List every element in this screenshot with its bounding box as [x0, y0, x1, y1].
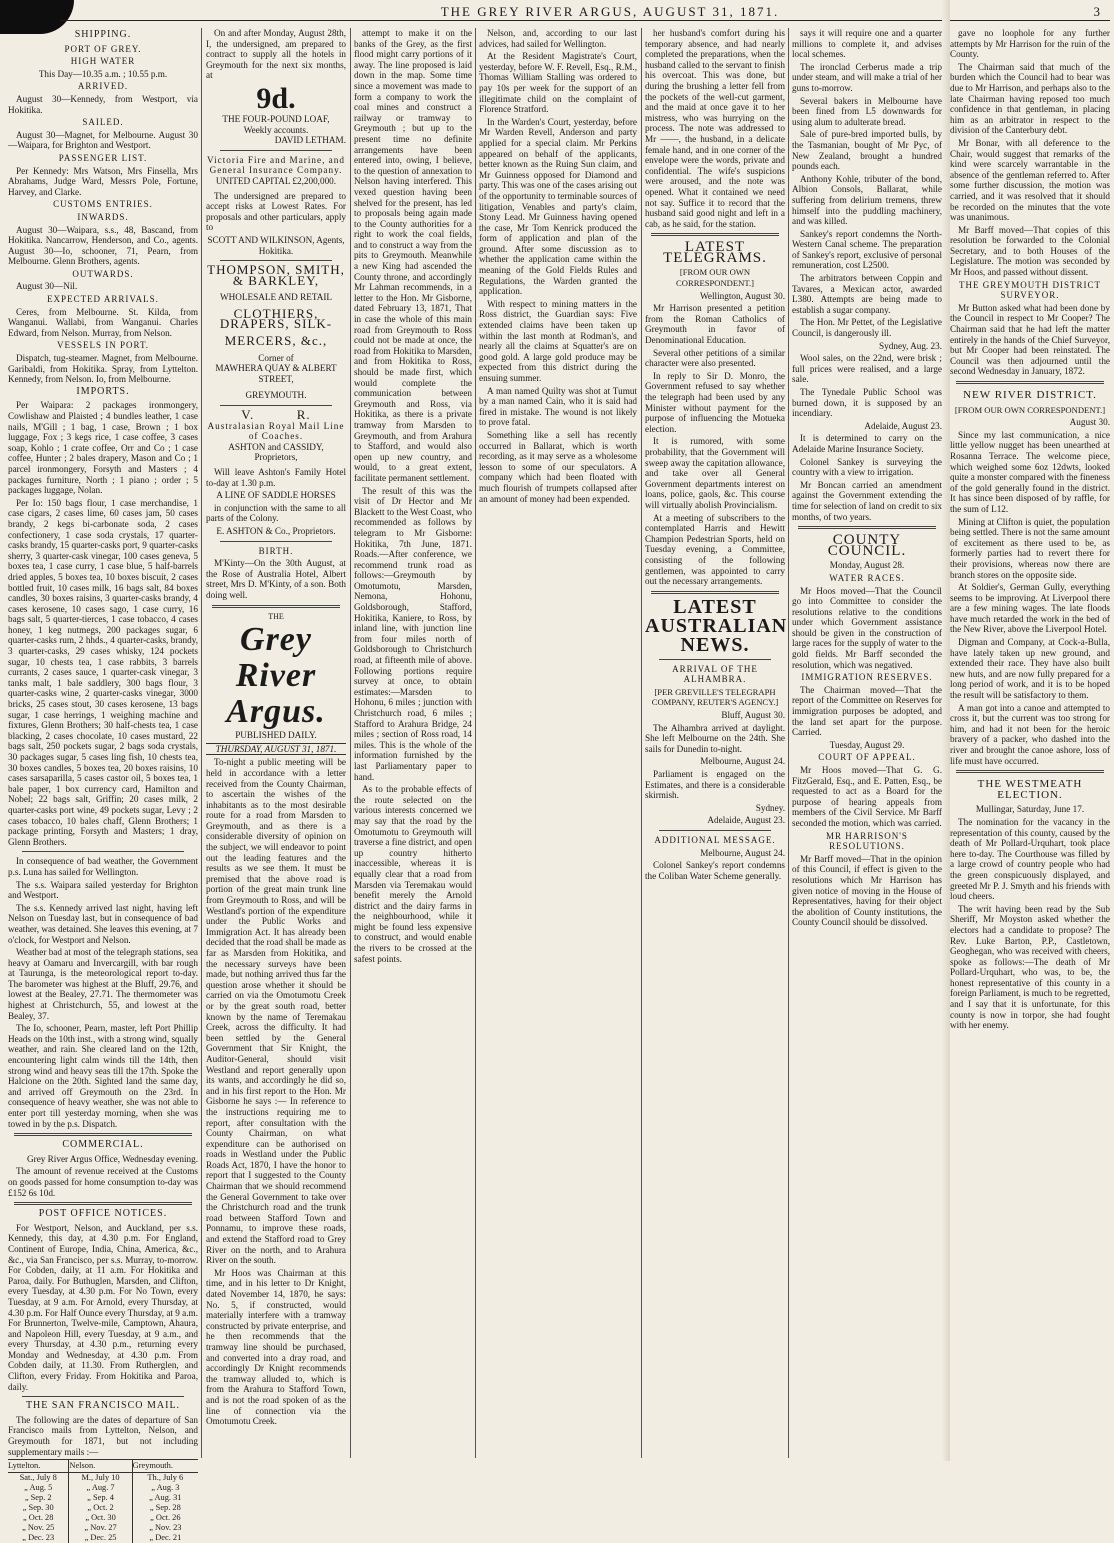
dateline-mullingar: Mullingar, Saturday, June 17. — [975, 804, 1085, 815]
article-text: Sale of pure-bred imported bulls, by the Tasmanian, bought of Mr Pyc, of New Zealand, brought a hundred pounds each. — [792, 129, 942, 172]
table-cell: Th., July 6 — [132, 1473, 198, 1484]
table-cell: „ Aug. 31 — [132, 1493, 198, 1503]
article-text: The Chairman said that much of the burden which the Council had to bear was due to Mr Harrison, and perhaps also to the late Chairman having reposed too much confidence in that gentleman, in placing him as an arbitrator in respect to the division of the Canterbury debt. — [950, 61, 1110, 136]
firm-name: THOMPSON, SMITH, & BARKLEY, — [207, 262, 345, 288]
bread-price: 9d. — [256, 81, 296, 115]
divider — [956, 381, 1104, 384]
shop-town: GREYMOUTH. — [245, 390, 307, 401]
table-cell: „ Oct. 30 — [69, 1513, 132, 1523]
table-cell: „ Oct. 26 — [132, 1513, 198, 1523]
post-text: For Westport, Nelson, and Auckland, per s.s. Kennedy, this day, at 4.30 p.m. For England, Continent of Europe, India, China, America, &c., &c., via San Francisco, per s.s. Murray, to-morrow. For Cobden, daily, at 11 a.m. For Hokitika and Paroa, daily. For Buthuglen, Marsden, and Clifton, every Tuesday, at 4.30 p.m. For No Town, every Tuesday, at 9 a.m. For Arnold, every Thursday, at 4.30 p.m. For Half Ounce every Thursday, at 9 a.m. For Brunnerton, Twelve-mile, Camptown, Ahaura, and Napoleon Hill, every Tuesday, at 9 a.m., and every Thursday, at 4.30 p.m., returning every Monday and Wednesday, at 4.30 p.m. From Cobden daily, at 11.30. From Rutherglen, and Clifton, every Friday. From Hokitika and Paroa, daily. — [8, 1222, 198, 1392]
sf-mail-heading: THE SAN FRANCISCO MAIL. — [25, 1400, 181, 1412]
column-rule — [641, 28, 642, 1458]
article-text: In the Warden's Court, yesterday, before Mr Warden Revell, Anderson and party applied for a special claim. Mr Perkins appeared on behalf of the applicants, better known as the Ruing Sun claim, and Mr Guinness opposed for Diamond and party. This was one of the cases arising out of the opportunity to terminable sources of litigation, Venables and party's claim, Stony Lead. Mr Guinness having opened the case, Mr Tom Kenrick produced the form of application and plan of the ground. After some discussion as to whether the application came within the meaning of the Gold Fields Rules and Regulations, the Warden granted the application. — [479, 116, 637, 297]
trade-line: MERCERS, &c., — [224, 333, 328, 349]
water-races-heading: WATER RACES. — [829, 572, 905, 583]
table-row — [8, 1473, 198, 1484]
article-text: In reply to Sir D. Monro, the Government refused to say whether the telegraph had been used by any Minister without payment for the purpose of influencing the Motueka election. — [645, 370, 785, 434]
dateline-sydney: Sydney. — [755, 802, 785, 813]
table-cell: „ Sep. 30 — [22, 1503, 54, 1513]
article-text: Wool sales, on the 22nd, were brisk ; full prices were realised, and a large sale. — [792, 353, 942, 385]
immigration-heading: IMMIGRATION RESERVES. — [801, 672, 933, 683]
table-cell: „ Sep. 2 — [24, 1493, 52, 1503]
divider — [956, 770, 1104, 773]
table-cell: M., July 10 — [69, 1473, 132, 1484]
passenger-heading: PASSENGER LIST. — [58, 152, 148, 163]
divider — [659, 830, 771, 831]
table-cell: Sat., July 8 — [19, 1473, 57, 1483]
table-cell: „ Dec. 25 — [69, 1533, 132, 1543]
clothiers-ad — [206, 262, 346, 401]
dateline-wellington: Wellington, August 30. — [699, 290, 785, 301]
vr-mark: V. R. — [241, 407, 311, 423]
column-news — [479, 28, 637, 1458]
coach-owners: ASHTON and CASSIDY, Proprietors, — [228, 441, 324, 463]
birth-heading: BIRTH. — [258, 545, 294, 556]
article-text: Digman and Company, at Cock-a-Bulla, have lately taken up new ground, and extended their race. They have also built new huts, and are now fully prepared for a long period of work, and it is to be hoped the result will be satisfactory to them. — [950, 637, 1110, 701]
article-text: Nelson, and, according to our last advices, had sailed for Wellington. — [479, 28, 637, 49]
court-appeal-heading: COURT OF APPEAL. — [818, 752, 916, 763]
table-row — [8, 1533, 198, 1543]
dateline-sydney: Sydney, Aug. 23. — [879, 340, 942, 351]
arrived-heading: ARRIVED. — [77, 81, 129, 92]
baker-name: DAVID LETHAM. — [274, 135, 346, 146]
coach-title: Australasian Royal Mail Line of Coaches. — [207, 420, 345, 442]
article-text: As to the probable effects of the route selected on the various interests concerned we may say that the road by the Omotumotu to Greymouth will traverse a fine district, and open up country hitherto inaccessible, whereas it is equally clear that a road from Marsden via Teremakau would benefit merely the Arnold district and the dairy farms in the neighbourhood, while it might be found less expensive to construct, and would enable the rivers to be crossed at the safest points. — [354, 784, 472, 964]
latest-australian-news-heading: LATEST AUSTRALIAN NEWS. — [645, 595, 788, 656]
table-cell: „ Aug. 7 — [69, 1483, 132, 1493]
imports-text-2: Per Io: 150 bags flour, 1 case merchandise, 1 case cigars, 2 cases lime, 60 cases jam, 50 cases brandy, 2 kegs bi-carbonate soda, 2 cases confectionery, 1 case soda crystals, 17 quarter-casks brandy, 15 quarter-casks port, 9 quarter-casks sherry, 3 quarter-cask vinegar, 100 cases geneva, 5 boxes tea, 1 case curry, 1 case blue, 5 half-barrels dried apples, 5 boxes tea, 10 boxes biscuit, 2 cases bottled fruit, 10 cases milk, 16 bags salt, 84 boxes candles, 30 boxes raisins, 3 quarter-casks brandy, 4 cases kerosene, 10 cases sago, 1 case curry, 16 bags salt, 5 quarter-tierces, 1 case tobacco, 4 cases honey, 1 keg nutmegs, 200 packages sugar, 6 quarter-casks rum, 2 hhds., 4 quarter-casks, brandy, 3 quarter-casks, 29 cases whisky, 124 pockets sugar, 10 chests tea, 1 case rabbits, 3 barrels currants, 2 cases sauce, 1 quarter-cask vinegar, 3 tanks malt, 1 bale saddlery, 300 bags flour, 3 quarter-casks wine, 2 quarter-casks vinegar, 3000 bricks, 25 cases stout, 30 cases kerosene, 13 bags sugar, 1 case herrings, 1 weighing machine and fixtures, Glenn Brothers; 30 half-chests tea, 1 case blacking, 2 cases chocolate, 10 cases mustard, 22 bags salt, 250 pockets sugar, 2 bags soda crystals, 30 packages sugar, 5 cases ling fish, 10 chests tea, 30 boxes candles, 5 boxes tea, 20 boxes raisins, 10 cases sarsaparilla, 5 cases castor oil, 5 boxes tea, 1 bale paper, 1 box currency card, Hamilton and Nobel; 22 bags salt, Griffin; 20 cases milk, 2 quarter-casks port wine, 49 pockets sugar, Levy ; 2 cases tobacco, 10 bales chaff, Glenn Brothers; 1 package printing, Forsyth and Masters; 1 dray, Glenn Brothers. — [8, 497, 198, 847]
masthead-the: THE — [268, 611, 284, 621]
column-rule — [788, 28, 789, 1458]
divider — [220, 541, 332, 542]
inwards-text: August 30—Waipara, s.s., 48, Bascand, from Hokitika. Nancarrow, Henderson, and Co., agents. August 30—Io, schooner, 71, Pearn, from Melbourne. Glenn Brothers, agents. — [8, 224, 198, 267]
alhambra-heading: ARRIVAL OF THE ALHAMBRA. — [672, 663, 758, 685]
article-text: The nomination for the vacancy in the representation of this county, caused by the death of Mr Pollard-Urquhart, took place here to-day. The Courthouse was filled by a large crowd of country people who had the green conspicuously displayed, and greeted Mr P. J. Smyth and his friends with loud cheers. — [950, 816, 1110, 902]
page-number: 3 — [1093, 4, 1100, 19]
table-header: Nelson. — [69, 1460, 132, 1473]
sf-mail-table — [8, 1459, 198, 1543]
article-text: Since my last communication, a nice little yellow nugget has been unearthed at Rosanna Terrace. The welcome piece, which weighed some 6oz 12dwts, looked quite a monster compared with the fineness of the gold generally found in the district. It has since been disposed of by raffle, for the sum of L12. — [950, 429, 1110, 514]
leader-p2: Mr Hoos was Chairman at this time, and in his letter to Dr Knight, dated November 14, 1870, he says: No. 5, if constructed, would materially interfere with a tramway constructed by private enterprise, and he then recommends that the tramway line should be purchased, and converted into a dray road, and accordingly Dr Knight recommends the tramway alluded to, which is from the Arahura to Stafford Town, and is not the road spoken of as the line of connection via the Omotumotu Creek. — [206, 1267, 346, 1427]
weather-p4: Weather bad at most of the telegraph stations, sea heavy at Oamaru and Invercargill, with bar rough at Taurunga, is the meteorological report to-day. The barometer was highest at the Bluff, 29.76, and lowest at the Bealey, 27.71. The thermometer was highest at Christchurch, 55, and lowest at the Bealey, 37. — [8, 947, 198, 1021]
table-header: Lyttelton. — [8, 1460, 69, 1473]
article-text: The result of this was the visit of Dr Hector and Mr Blackett to the West Coast, who recommended as follows by telegram to Mr Gisborne: Hokitika, 7th June, 1871. Roads.—After conference, we recommend trunk road as follows:—Greymouth by Omotumotu, Marsden, Nemona, Hohonu, Goldsborough, Stafford, Hokitika, Kaniere, to Ross, by inland line, with junction line from four miles north of Goldsborough to Christchurch road, at fifteenth mile of above. Following portions require survey at once, to obtain estimates:—Marsden to Hohonu, 6 miles ; junction with Christchurch road, 6 miles ; Stafford to Arahura Bridge, 24 miles ; section of Ross road, 14 miles. This is the whole of the information furnished by the last Parliamentary paper to hand. — [354, 485, 472, 782]
table-row — [8, 1523, 198, 1533]
own-correspondent: [FROM OUR OWN CORRESPONDENT.] — [676, 267, 754, 289]
coach-ad — [206, 407, 346, 463]
bakery-ad-text: On and after Monday, August 28th, I, the undersigned, am prepared to contract to supply all the hotels in Greymouth for the next six months, at — [206, 28, 346, 81]
article-text: Mr Boncan carried an amendment against the Government extending the time for selection of land on credit to six months, of two years. — [792, 479, 942, 522]
divider — [212, 605, 340, 608]
birth-text: M'Kinty—On the 30th August, at the Rose of Australia Hotel, Albert street, Mrs D. M'Kinty, of a son. Both doing well. — [206, 558, 346, 600]
harrison-heading: MR HARRISON'S RESOLUTIONS. — [826, 830, 908, 852]
dateline-bluff: Bluff, August 30. — [721, 710, 785, 721]
article-text: With respect to mining matters in the Ross district, the Guardian says: Five extended claims have been taken up within the last month at Rodman's, and nearly all the claims at Squatter's are on good gold. A large gold produce may be expected from this district during the ensuing summer. — [479, 298, 637, 383]
article-text: The Alhambra arrived at daylight. She left Melbourne on the 24th. She sails for Dunedin to-night. — [645, 722, 785, 754]
dateline-august-30: August 30. — [1069, 417, 1110, 428]
dateline-melbourne-2: Melbourne, August 24. — [700, 847, 785, 858]
header-rule — [60, 20, 1110, 21]
saddle-text: in conjunction with the same to all parts of the Colony. — [206, 502, 346, 524]
arrived-text: August 30—Kennedy, from Westport, via Hokitika. — [8, 93, 198, 115]
divider — [651, 591, 779, 594]
leader-p1: To-night a public meeting will be held in accordance with a letter received from the County Chairman, to ascertain the wishes of the inhabitants as to the most desirable route for a road from Marsden to Greymouth, and as there is a considerable diversity of opinion on the subject, we will endeavor to point out the leading features and the results as we see them. It must be premised that the above road is portion of the great main trunk line from Greymouth to Ross, and will be Westland's portion of the expenditure under the Public Works and Immigration Act. It has already been decided that the road shall be made as far as Marsden from Hokitika, and the necessary surveys have been made, but nothing arrived thus far the question arose whether it should be carried on via the Omotumotu Creek or by the great south road, better known by the name of Teremakau Creek, across the difficulty. It had been settled by the General Government that Sir Knight, the Auditor-General, should visit Westland and report generally upon its wants, and accordingly he did so, and in his first report to the Hon. Mr Gisborne he says :— In reference to the instructions requiring me to report, after consultation with the County Chairman, on what expenditure can be authorised on roads in Westland under the Public Roads Act, 1870, I have the honor to report that I suggested to the County Chairman that we should recommend the General Government to take over the Christchurch road and the trunk road between Stafford Town and Ponnamu, to improve these roads, and extend the Stafford road to Grey River on the north, and to Arahura River on the south. — [206, 757, 346, 1266]
article-text: Parliament is engaged on the Estimates, and there is a considerable skirmish. — [645, 769, 785, 801]
column-rule — [475, 28, 476, 1458]
divider — [220, 260, 332, 261]
table-cell: „ Aug. 5 — [24, 1483, 53, 1493]
article-text: Colonel Sankey is surveying the country with a view to irrigation. — [792, 456, 942, 478]
commercial-text: The amount of revenue received at the Customs on goods passed for home consumption to-day was £152 6s 10d. — [8, 1166, 198, 1198]
article-text: The writ having been read by the Sub Sheriff, Mr Moyston asked whether the electors had a candidate to propose? The Rev. Luke Barton, P.P., Castletown, Geoghegan, who was received with cheers, spoke as follows:—The death of Mr Pollard-Urquhart, who was, to be, the honest representative of this county in a foreign Parliament, is much to be regretted, and I say that it is unfortunate, for this county is now in torpor, she had fought with her enemy. — [950, 903, 1110, 1031]
trade-line: WHOLESALE AND RETAIL — [219, 292, 333, 303]
outwards-heading: OUTWARDS. — [72, 268, 134, 279]
table-row — [8, 1493, 198, 1503]
table-row — [8, 1513, 198, 1523]
article-text: Mr Barff moved—That copies of this resolution be forwarded to the Colonial Secretary, and to both Houses of the Legislature. The motion was seconded by Mr Hoos, and passed without dissent. — [950, 224, 1110, 278]
table-header: Greymouth. — [132, 1460, 198, 1473]
divider — [651, 233, 779, 236]
page-fold — [942, 0, 950, 1461]
article-text: says it will require one and a quarter millions to complete it, and advises local schemes. — [792, 28, 942, 60]
article-text: Mr Hoos moved—That G. G. FitzGerald, Esq., and E. Patten, Esq., be requested to act as a Board for the purpose of hearing appeals from members of the Civil Service. Mr Barff seconded the motion, which was carried. — [792, 765, 942, 828]
table-cell: „ Dec. 23 — [22, 1533, 55, 1543]
divider — [220, 405, 332, 406]
running-title: THE GREY RIVER ARGUS, AUGUST 31, 1871. — [440, 4, 780, 19]
table-row — [8, 1503, 198, 1513]
weather-p5: The Io, schooner, Pearn, master, left Port Phillip Heads on the 10th inst., with a strong wind, squally weather, and rain. She cleared land on the 12th, encountering light calm winds till the 14th, then strong wind and heavy seas till the 17th. Spoke the Halcione on the 20th. Sighted land the same day, and arrived off Greymouth on the 23rd. In consequence of heavy weather, she was not able to enter port till yesterday morning, when she was towed in by the p.s. Dispatch. — [8, 1023, 198, 1129]
divider — [14, 1202, 192, 1205]
district-surveyor-heading: THE GREYMOUTH DISTRICT SURVEYOR. — [959, 279, 1101, 301]
weather-p3: The s.s. Kennedy arrived last night, having left Nelson on Tuesday last, but in consequence of bad weather, was detained. She leaves this evening, at 7 o'clock, for Westport and Nelson. — [8, 902, 198, 945]
divider — [22, 1396, 184, 1397]
telegraph-credit: [PER GREVILLE'S TELEGRAPH COMPANY, REUTER'S AGENCY.] — [651, 686, 779, 708]
table-row — [8, 1483, 198, 1493]
article-text: Mr Bonar, with all deference to the Chair, would suggest that remarks of the kind were scarcely warrantable in the absence of the gentleman referred to. After some further discussion, the motion was carried, and it was resolved that it should be recorded on the minutes that the vote was unanimous. — [950, 137, 1110, 223]
own-correspondent: [FROM OUR OWN CORRESPONDENT.] — [954, 404, 1106, 415]
dateline: THURSDAY, AUGUST 31, 1871. — [206, 743, 346, 756]
article-text: Mr Button asked what had been done by the Council in respect to Mr Cooper? The Chairman said that he had left the matter entirely in the hands of the Chief Surveyor, but Mr Cooper had been reinstated. The Council was then adjourned until the second Wednesday in January, 1872. — [950, 302, 1110, 377]
published-daily: PUBLISHED DAILY. — [235, 730, 317, 741]
article-text: Sankey's report condemns the North-Western Canal scheme. The preparation of Sankey's report, exclusive of personal remuneration, cost L2500. — [792, 228, 942, 271]
inwards-heading: INWARDS. — [77, 211, 129, 222]
dateline-monday: Monday, August 28. — [829, 560, 905, 571]
shipping-heading: SHIPPING. — [74, 29, 132, 40]
table-cell: „ Aug. 3 — [132, 1483, 198, 1493]
passenger-text: Per Kennedy: Mrs Watson, Mrs Finsella, Mrs Abrahams, Judge Ward, Messrs Pole, Fortune, Harvey, and Clarke. — [8, 165, 198, 197]
table-cell: „ Nov. 27 — [69, 1523, 132, 1533]
bakery-ad — [206, 81, 346, 146]
divider — [22, 851, 184, 852]
column-rule — [201, 28, 202, 1458]
article-text: At Soldier's, German Gully, everything seems to be improving. At Liverpool there are a few mining wages. The late floods have much retarded the work in the bed of the New River, above the Liverpool Hotel. — [950, 582, 1110, 635]
insurance-agents: SCOTT AND WILKINSON, Agents, Hokitika. — [207, 234, 345, 256]
column-telegrams — [645, 28, 788, 1458]
divider — [220, 150, 332, 151]
table-cell: „ Sep. 28 — [132, 1503, 198, 1513]
trade-line: CLOTHIERS, DRAPERS, SILK- — [219, 305, 333, 332]
weather-p1: In consequence of bad weather, the Government p.s. Luna has sailed for Wellington. — [8, 856, 198, 877]
article-text: Colonel Sankey's report condemns the Coliban Water Scheme generally. — [645, 860, 785, 881]
dateline-adelaide: Adelaide, August 23. — [864, 420, 942, 431]
article-text: gave no loophole for any further attempts by Mr Harrison for the ruin of the County. — [950, 28, 1110, 60]
article-text: her husband's comfort during his temporary absence, and had nearly completed the preparations, when the husband called to the servant to finish his overcoat. This was done, but during the brushing a letter fell from the pockets of the well-cut garment, and the maid at once gave it to her mistress, who was hurrying on the process. The note was addressed to Mr ——, the husband, in a delicate female hand, and in one corner of the envelope were the words, private and confidential. The wife's suspicions were aroused, and the note was opened. What it contained we need not say. Suffice it to record that the husband said good night and left in a cab, as he said, for the station. — [645, 28, 785, 229]
latest-telegrams-heading: LATEST TELEGRAMS. — [663, 239, 767, 266]
sailed-text: August 30—Magnet, for Melbourne. August 30—Waipara, for Brighton and Westport. — [8, 129, 198, 151]
page-header — [120, 4, 1100, 20]
imports-heading: IMPORTS. — [76, 385, 130, 397]
article-text: The arbitrators between Coppin and Tavares, a Mexican actor, awarded L380. Attempts are being made to establish a sugar company. — [792, 273, 942, 315]
high-water-heading: HIGH WATER — [70, 56, 136, 67]
loaf-label: THE FOUR-POUND LOAF, — [222, 113, 330, 124]
article-text: It is determined to carry on the Adelaide Marine Insurance Society. — [792, 433, 942, 454]
additional-message-heading: ADDITIONAL MESSAGE. — [654, 835, 776, 845]
article-text: Mr Barff moved—That in the opinion of this Council, if effect is given to the resolutions which Mr Harrison has given notice of moving in the House of Representatives, having for their object the abolition of County institutions, the County Council should be dissolved. — [792, 853, 942, 928]
port-heading: PORT OF GREY. — [64, 43, 142, 54]
table-cell: „ Nov. 25 — [22, 1523, 55, 1533]
saddle-title: A LINE OF SADDLE HORSES — [216, 490, 336, 501]
tide-times: This Day—10.35 a.m. ; 10.55 p.m. — [38, 68, 168, 79]
weather-p2: The s.s. Waipara sailed yesterday for Brighton and Westport. — [8, 879, 198, 901]
article-text: A man named Quilty was shot at Tumut by a man named Cain, who it is said had fired in mistake. The wound is not likely to prove fatal. — [479, 385, 637, 428]
dateline-adelaide: Adelaide, August 23. — [707, 815, 785, 826]
expected-text: Ceres, from Melbourne. St. Kilda, from Wanganui. Wallabi, from Wanganui. Charles Edward, from Nelson. Murray, from Nelson. — [8, 306, 198, 338]
sailed-heading: SAILED. — [82, 117, 124, 128]
article-text: It is rumored, with some probability, that the Government will sweep away the capitation allowance, and take over all General Government departments interest on loans, police, gaols, &c. This course will virtually abolish Provincialism. — [645, 436, 785, 510]
article-text: Several other petitions of a similar character were also presented. — [645, 347, 785, 369]
article-text: The Tynedale Public School was burned down, it is supposed by an incendiary. — [792, 387, 942, 419]
column-advertisements — [206, 28, 346, 1458]
insurance-capital: UNITED CAPITAL £2,200,000. — [215, 175, 337, 186]
coach-text: Will leave Ashton's Family Hotel to-day at 1.30 p.m. — [206, 467, 346, 488]
outwards-text: August 30—Nil. — [16, 281, 78, 292]
column-leader-cont — [354, 28, 472, 1458]
article-text: The Chairman moved—That the report of the Committee on Reserves for immigration purposes be adopted, and the land set apart for the purpose. Carried. — [792, 684, 942, 738]
post-heading: POST OFFICE NOTICES. — [38, 1208, 168, 1220]
divider — [798, 526, 936, 529]
table-cell: „ Sep. 4 — [69, 1493, 132, 1503]
commercial-heading: COMMERCIAL. — [62, 1139, 144, 1151]
article-text: At a meeting of subscribers to the contemplated Harris and Hewitt Champion Pedestrian Sports, held on Tuesday evening, a Committee, consisting of the following gentlemen, was appointed to carry out the necessary arrangements. — [645, 512, 785, 587]
inport-text: Dispatch, tug-steamer. Magnet, from Melbourne. Garibaldi, from Hokitika. Spray, from Lyttelton. Kennedy, from Nelson. Io, from Melbourne. — [8, 353, 198, 385]
article-text: Mining at Clifton is quiet, the population being settled. There is not the same amount of excitement as there used to be, as formerly parties had to revert there for their provisions, whereas now there are branch stores on the opposite side. — [950, 516, 1110, 580]
inport-heading: VESSELS IN PORT. — [56, 340, 150, 351]
column-rule — [350, 28, 351, 1458]
article-text: A man got into a canoe and attempted to cross it, but the current was too strong for him, and had it not been for the heroic bravery of a packer, who dashed into the river and brought the canoe ashore, loss of life must have occurred. — [950, 702, 1110, 766]
table-cell: „ Oct. 28 — [22, 1513, 54, 1523]
shop-address: MAWHERA QUAY & ALBERT STREET, — [215, 363, 337, 384]
insurance-text: The undersigned are prepared to accept risks at Lowest Rates. For proposals and other particulars, apply to — [206, 190, 346, 233]
table-cell: „ Oct. 2 — [69, 1503, 132, 1513]
table-cell: „ Nov. 23 — [132, 1523, 198, 1533]
dateline-melbourne: Melbourne, August 24. — [700, 756, 785, 767]
dateline-tuesday: Tuesday, August 29. — [829, 739, 905, 750]
insurance-ad — [206, 155, 346, 187]
article-text: The Hon. Mr Pettet, of the Legislative Council, is dangerously ill. — [792, 317, 942, 339]
saddle-owner: E. ASHTON & Co., Proprietors. — [216, 525, 336, 536]
article-text: At the Resident Magistrate's Court, yesterday, before W. F. Revell, Esq., R.M., Thomas William Stalling was ordered to pay 10s per week for the support of an illegitimate child on the complaint of Florence Stratford. — [479, 51, 637, 115]
expected-heading: EXPECTED ARRIVALS. — [47, 294, 159, 305]
column-shipping — [8, 28, 198, 1543]
article-text: The ironclad Cerberus made a trip under steam, and will make a trial of her guns to-morrow. — [792, 61, 942, 93]
article-text: Mr Hoos moved—That the Council go into Committee to consider the resolutions relative to the conditions under which Government assistance should be given in the construction of large races for the supply of water to the gold fields. Mr Barff seconded the resolution, which was negatived. — [792, 585, 942, 670]
divider — [659, 659, 771, 660]
insurance-title: Victoria Fire and Marine, and General Insurance Company. — [207, 154, 345, 176]
article-text: Mr Harrison presented a petition from the Roman Catholics of Greymouth in favor of Denominational Education. — [645, 303, 785, 346]
commercial-office: Grey River Argus Office, Wednesday evening. — [27, 1153, 198, 1164]
table-cell: „ Dec. 21 — [132, 1533, 198, 1543]
customs-heading: CUSTOMS ENTRIES. — [53, 199, 153, 210]
divider — [14, 1133, 192, 1136]
imports-text: Per Waipara: 2 packages ironmongery, Cowlishaw and Plaisted ; 4 bundles leather, 1 case nails, M'Gill ; 1 bag, 1 case, Brown ; 1 box luggage, Fox ; 3 kegs rice, 1 case coffee, 3 cases soap, Kohlo ; 1 crate coffee, Orr and Co ; 1 case coffee, Hunter ; 2 bales drapery, Mason and Co ; 1 parcel ironmongery, Forsyth and Masters ; 4 packages furniture, North ; 1 piano ; order ; 5 packages luggage, Nolan. — [8, 400, 198, 496]
article-text: Something like a sell has recently occurred in Ballarat, which is worth recording, as it may serve as a wholesome lesson to some of our speculators. A company which had been floated with much flourish of trumpets collapsed after an amount of money had been expended. — [479, 429, 637, 504]
new-river-heading: NEW RIVER DISTRICT. — [963, 389, 1097, 401]
article-text: Anthony Kohle, tributer of the bond, Albion Consols, Ballarat, while suffering from delirium tremens, threw himself into the puddling machinery, and was killed. — [792, 173, 942, 227]
county-council-heading: COUNTY COUNCIL. — [827, 532, 907, 559]
sf-mail-intro: The following are the dates of departure of San Francisco mails from Lyttelton, Nelson, and Greymouth for 1871, but not including supplementary mails :— — [8, 1414, 198, 1457]
masthead: Grey River Argus. — [226, 621, 326, 731]
corner-label: Corner of — [258, 352, 294, 363]
weekly-label: Weekly accounts. — [243, 124, 309, 135]
westmeath-heading: THE WESTMEATH ELECTION. — [977, 778, 1083, 801]
column-districts — [950, 28, 1110, 1458]
column-county-council — [792, 28, 942, 1458]
article-text: Several bakers in Melbourne have been fined from L5 downwards for using alum to adulterate bread. — [792, 95, 942, 127]
article-text: attempt to make it on the banks of the Grey, as the first flood might carry portions of it away. The line proposed is laid down in the map. Some time since a movement was made to form a company to work the coal mines and construct a railway or tramway to Greymouth ; but up to the present time no definite arrangements have been entered into, owing, I believe, to the question of annexation to Nelson having interfered. This vexed question having been shelved for the present, has led to proposals being again made to the County authorities for a right to work the coal fields, and to construct a way from the pits to Greymouth. Meanwhile a new King had ascended the County throne, and accordingly Mr Lahman recommends, in a letter to the Hon. Mr Gisborne, dated February 13, 1871, That in case the whole of this main road from Greymouth to Ross could not be made at once, the road from Hokitika to Marsden, and from Hokitika to Ross, should be made first, which would complete the communication between Greymouth and Ross, via Hokitika, as there is a private tramway from Marsden to Greymouth, and from Arahura to Stafford, and would also open up new country, and would, to a great extent, facilitate permanent settlement. — [354, 28, 472, 483]
